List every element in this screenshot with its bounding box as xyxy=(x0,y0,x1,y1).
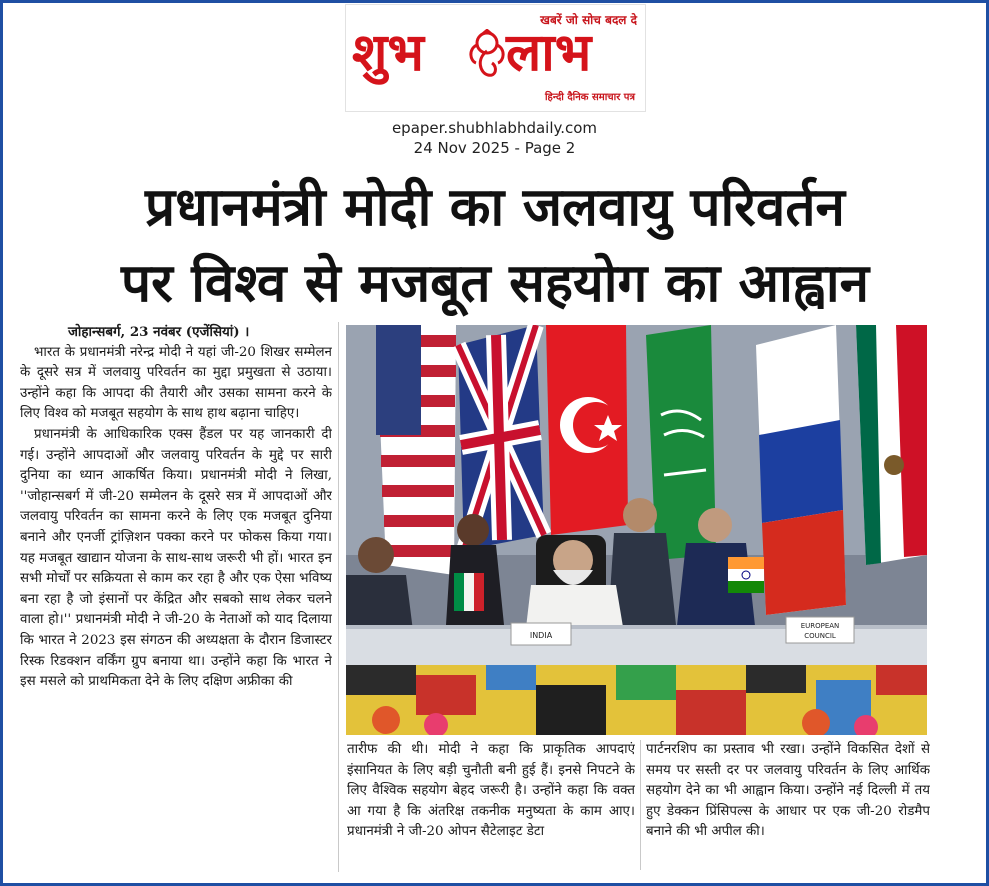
column-divider xyxy=(338,322,339,872)
usa-flag xyxy=(376,325,456,575)
eu-placard xyxy=(786,617,854,643)
table-front-pattern xyxy=(346,665,927,735)
headline xyxy=(20,170,970,322)
mexico-flag xyxy=(856,325,927,565)
summit-photo xyxy=(346,325,927,735)
edition-info xyxy=(345,118,644,158)
india-placard xyxy=(511,623,571,645)
article-paragraph-2: प्रधानमंत्री के आधिकारिक एक्स हैंडल पर यह जानकारी दी गई। उन्होंने आपदाओं और जलवायु परिवर्तन के मुद्दे पर सारी दुनिया का ध्यान आकर्षित किया। प्रधानमंत्री मोदी ने लिखा, ''जोहान्सबर्ग में जी-20 सम्मेलन के दूसरे सत्र में आपदाओं और जलवायु परिवर्तन का सामना करने के लिए एक मजबूत दुनिया बनाने और एनर्जी ट्रांज़िशन पक्का करने पर फोकस किया गया। यह मजबूत खाद्यान योजना के साथ-साथ जरूरी भी हों। भारत इन सभी मोर्चों पर सक्रियता से काम कर रहा है और एक ऐसा भविष्य बना रहा है जो इंसानों पर केंद्रित और सबको साथ लेकर चलने वाला हो।'' प्रधानमंत्री मोदी ने जी-20 के नेताओं को याद दिलाया कि भारत ने 2023 इस संगठन की अध्यक्षता के दौरान डिजास्टर रिस्क रिडक्शन वर्किंग ग्रुप बनाया था। उन्होंने कहा कि भारत ने इस मसले को प्राथमिकता देने के लिए दक्षिण अफ्रीका की xyxy=(20,426,332,690)
india-placard-text: INDIA xyxy=(529,631,553,640)
article-column-3 xyxy=(646,740,930,876)
headline-line-2: पर विश्व से मजबूत सहयोग का आह्वान xyxy=(120,253,870,314)
article-dateline: जोहान्सबर्ग, 23 नवंबर (एजेंसियां) । xyxy=(68,324,250,340)
article-paragraph-3: तारीफ की थी। मोदी ने कहा कि प्राकृतिक आपदाएं इंसानियत के लिए बड़ी चुनौती बनी हुई हैं। इनसे निपटने के लिए वैश्विक सहयोग बेहद जरूरी है। उन्होंने कहा कि वक्त आ गया है कि अंतरिक्ष तकनीक मनुष्यता के काम आए। प्रधानमंत्री ने जी-20 ओपन सैटेलाइट डेटा xyxy=(347,742,635,840)
russia-flag xyxy=(756,325,846,615)
edition-date-page: 24 Nov 2025 - Page 2 xyxy=(413,139,576,157)
summit-photo-illustration xyxy=(346,325,927,735)
turkey-flag xyxy=(546,325,628,535)
india-desk-flag xyxy=(728,557,764,593)
column-divider-2 xyxy=(640,740,641,870)
masthead-tagline: खबरें जो सोच बदल दे xyxy=(540,13,637,27)
headline-line-1: प्रधानमंत्री मोदी का जलवायु परिवर्तन xyxy=(145,177,845,238)
eu-placard-line-1: EUROPEAN xyxy=(800,622,840,630)
masthead-subtag: हिन्दी दैनिक समाचार पत्र xyxy=(544,92,635,103)
eu-placard-line-2: COUNCIL xyxy=(804,632,836,640)
italy-desk-flag xyxy=(454,573,484,611)
ganesh-icon xyxy=(466,29,508,81)
article-paragraph-1: भारत के प्रधानमंत्री नरेन्द्र मोदी ने यहां जी-20 शिखर सम्मेलन के दूसरे सत्र में जलवायु परिवर्तन का मुद्दा प्रमुखता से उठाया। उन्होंने कहा कि आपदा की तैयारी और उसका सामना करने के लिए विश्व को मजबूत सहयोग के साथ हाथ बढ़ाना चाहिए। xyxy=(20,344,332,422)
article-column-1 xyxy=(20,322,332,874)
masthead[interactable] xyxy=(345,4,646,112)
logo-word-labh: लाभ xyxy=(506,22,592,83)
edition-site[interactable]: epaper.shubhlabhdaily.com xyxy=(391,119,598,137)
article-paragraph-4: पार्टनरशिप का प्रस्ताव भी रखा। उन्होंने विकसित देशों से समय पर सस्ती दर पर जलवायु परिवर्तन के लिए आर्थिक सहयोग देने का भी आह्वान किया। उन्होंने नई दिल्ली में तय हुए डेक्कन प्रिंसिपल्स के आधार पर एक जी-20 रोडमैप बनाने की भी अपील की। xyxy=(646,742,930,840)
logo-word-shubh: शुभ xyxy=(352,22,424,83)
article-column-2 xyxy=(347,740,635,876)
